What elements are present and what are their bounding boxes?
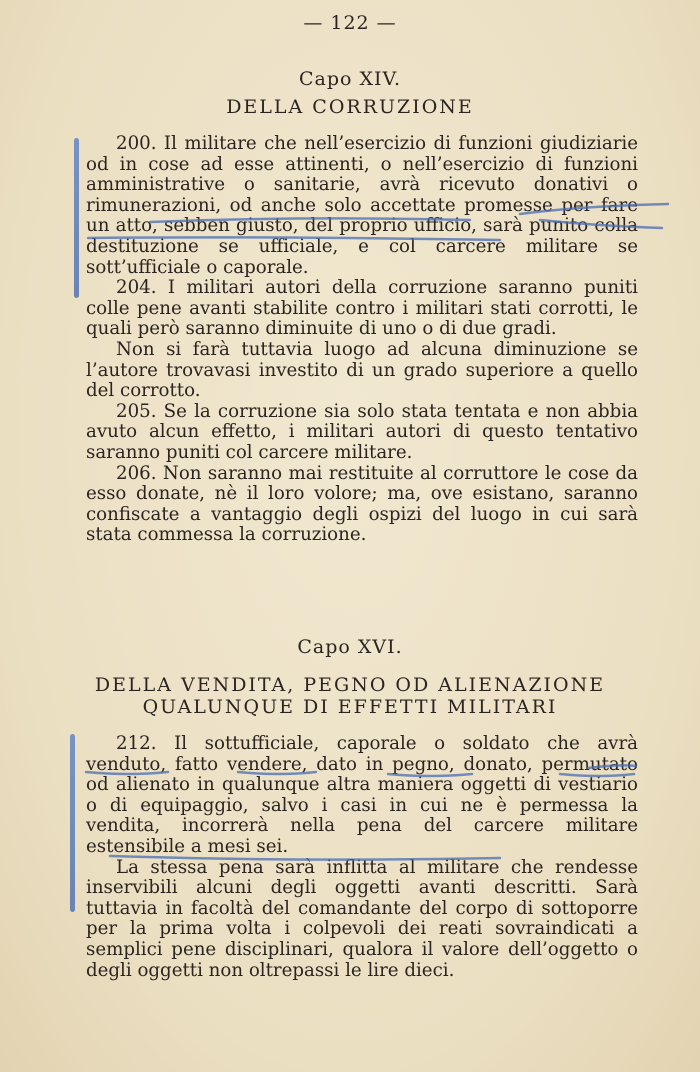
article-paragraph: La stessa pena sarà inflitta al militare che rendesse inservibili alcuni degli oggetti avanti descritti. Sarà tuttavia in facoltà del comandante del corpo di sottoporre per la prima volta i colpevoli dei reati sovraindicati a semplici pene disciplinari, qualora il valore dell’oggetto o degli oggetti non oltrepassi le lire dieci. [86,856,638,981]
article-paragraph: 204. I militari autori della corruzione saranno puniti colle pene avanti stabilite contro i militari stati corrotti, le quali però saranno diminuite di uno o di due gradi. [86,277,638,340]
article-paragraph: 205. Se la corruzione sia solo stata tentata e non abbia avuto alcun effetto, i militari autori di questo tentativo saranno puniti col carcere militare. [86,400,638,463]
article-paragraph: Non si farà tuttavia luogo ad alcuna diminuzione se l’autore trovavasi investito di un grado superiore a quello del corrotto. [86,338,638,402]
chapter-title: DELLA VENDITA, PEGNO OD ALIENAZIONE [94,674,606,696]
chapter-title: QUALUNQUE DI EFFETTI MILITARI [142,696,558,718]
chapter-label: Capo XIV. [299,68,401,90]
article-paragraph: 200. Il militare che nell’esercizio di funzioni giudiziarie od in cose ad esse attinenti, o nell’esercizio di funzioni amministrative o sanitarie, avrà ricevuto donativi o rimunerazioni, od anche solo accettate promesse per fare un atto, sebben giusto, del proprio ufficio, sarà punito colla destituzione se ufficiale, e col carcere militare se sott’ufficiale o caporale. [86,133,638,278]
chapter-title: DELLA CORRUZIONE [226,96,474,118]
margin-mark [74,138,79,298]
margin-mark [70,734,75,912]
chapter-body [86,134,638,546]
article-paragraph: 212. Il sottufficiale, caporale o soldato che avrà venduto, fatto vendere, dato in pegno, donato, permutato od alienato in qualunque altra maniera oggetti di vestiario o di equipaggio, salvo i casi in cui ne è permessa la vendita, incorrerà nella pena del carcere militare estensibile a mesi sei. [86,733,638,857]
page-number: — 122 — [303,12,397,34]
article-paragraph: 206. Non saranno mai restituite al corruttore le cose da esso donate, nè il loro volore; ma, ove esistano, saranno confiscate a vantaggio degli ospizi del luogo in cui sarà stata commessa la corruzione. [86,462,638,546]
chapter-label: Capo XVI. [297,636,403,658]
chapter-body [86,734,638,981]
